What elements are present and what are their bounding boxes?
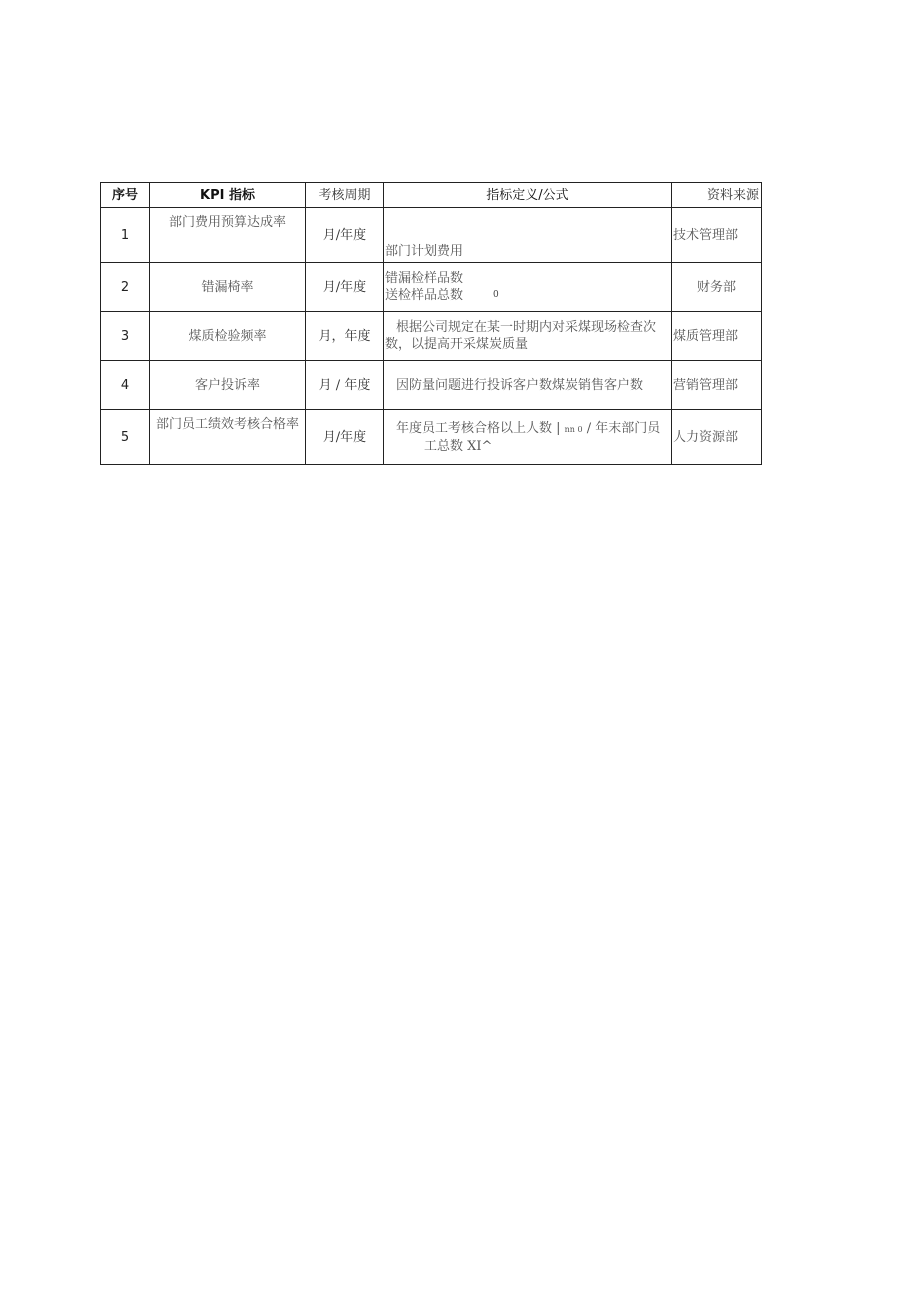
header-period: 考核周期 — [306, 183, 384, 208]
definition-line — [385, 287, 671, 304]
table-row — [101, 312, 762, 361]
table-row — [101, 208, 762, 263]
definition-tail: / 年末部门员 — [586, 420, 661, 436]
row-definition — [384, 263, 672, 312]
row-period: 月/年度 — [306, 208, 384, 263]
definition-line — [396, 420, 671, 438]
table-header-row — [101, 183, 762, 208]
definition-line: 根据公司规定在某一时期内对采煤现场检查次 — [396, 320, 657, 335]
row-period: 月 / 年度 — [306, 361, 384, 410]
row-source: 技术管理部 — [672, 208, 762, 263]
row-seq: 1 — [101, 208, 150, 263]
definition-line: 数，以提高开采煤炭质量 — [385, 337, 529, 352]
table-row — [101, 410, 762, 465]
kpi-table — [100, 182, 762, 465]
row-source: 煤质管理部 — [672, 312, 762, 361]
row-seq: 3 — [101, 312, 150, 361]
definition-line: 因防量问题进行投诉客户数煤炭销售客户数 — [396, 377, 644, 393]
row-kpi-name: 部门员工绩效考核合格率 — [150, 410, 306, 465]
row-definition — [384, 410, 672, 465]
row-period: 月，年度 — [306, 312, 384, 361]
row-source: 人力资源部 — [672, 410, 762, 465]
header-seq: 序号 — [101, 183, 150, 208]
row-definition — [384, 208, 672, 263]
definition-subscript: nn 0 — [564, 424, 583, 434]
definition-mark: 0 — [493, 290, 499, 300]
row-source: 营销管理部 — [672, 361, 762, 410]
header-kpi: KPI 指标 — [150, 183, 306, 208]
row-kpi-name: 部门费用预算达成率 — [150, 208, 306, 263]
table-row — [101, 361, 762, 410]
header-source: 资料来源 — [672, 183, 762, 208]
row-kpi-name: 煤质检验频率 — [150, 312, 306, 361]
definition-line: 部门计划费用 — [385, 244, 464, 259]
definition-text: 年度员工考核合格以上人数 | — [396, 420, 561, 436]
row-kpi-name: 客户投诉率 — [150, 361, 306, 410]
row-period: 月/年度 — [306, 263, 384, 312]
row-definition — [384, 312, 672, 361]
row-kpi-name: 错漏椅率 — [150, 263, 306, 312]
row-seq: 5 — [101, 410, 150, 465]
row-period: 月/年度 — [306, 410, 384, 465]
definition-text: 送检样品总数 — [385, 288, 464, 303]
row-seq: 2 — [101, 263, 150, 312]
header-definition: 指标定义/公式 — [384, 183, 672, 208]
row-seq: 4 — [101, 361, 150, 410]
row-definition — [384, 361, 672, 410]
table-row — [101, 263, 762, 312]
row-source: 财务部 — [672, 263, 762, 312]
definition-line: 错漏检样品数 — [385, 271, 464, 286]
definition-line: 工总数 XI^ — [424, 438, 493, 454]
